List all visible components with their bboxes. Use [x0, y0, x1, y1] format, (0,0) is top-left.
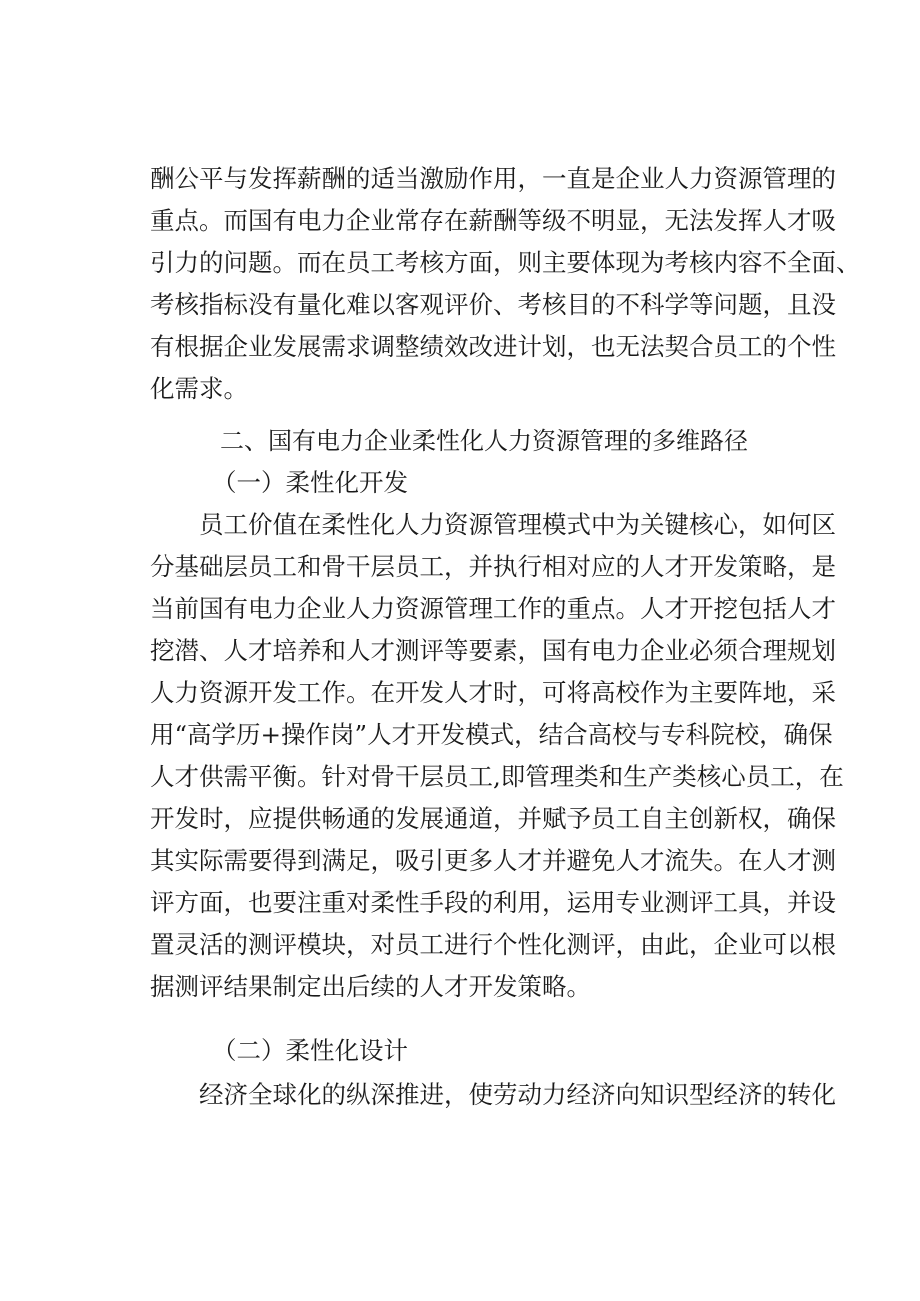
- paragraph-3-line-1: 经济全球化的纵深推进，使劳动力经济向知识型经济的转化: [199, 1080, 836, 1109]
- paragraph-2-line-12: 据测评结果制定出后续的人才开发策略。: [150, 972, 591, 1001]
- paragraph-1-line-2: 重点。而国有电力企业常存在薪酬等级不明显，无法发挥人才吸: [150, 206, 836, 235]
- paragraph-2-line-7: 人才供需平衡。针对骨干层员工,即管理类和生产类核心员工，在: [150, 762, 844, 791]
- paragraph-1-line-6: 化需求。: [150, 374, 248, 403]
- paragraph-1-line-1: 酬公平与发挥薪酬的适当激励作用，一直是企业人力资源管理的: [150, 164, 836, 193]
- paragraph-2-line-9: 其实际需要得到满足，吸引更多人才并避免人才流失。在人才测: [150, 846, 836, 875]
- paragraph-2-line-3: 当前国有电力企业人力资源管理工作的重点。人才开挖包括人才: [150, 594, 836, 623]
- section-heading: 二、国有电力企业柔性化人力资源管理的多维路径: [220, 427, 748, 455]
- paragraph-1-line-4: 考核指标没有量化难以客观评价、考核目的不科学等问题，且没: [150, 290, 836, 319]
- paragraph-2-line-1: 员工价值在柔性化人力资源管理模式中为关键核心，如何区: [199, 510, 836, 539]
- paragraph-1-line-5: 有根据企业发展需求调整绩效改进计划，也无法契合员工的个性: [150, 332, 836, 361]
- paragraph-2-line-5: 人力资源开发工作。在开发人才时，可将高校作为主要阵地，采: [150, 678, 836, 707]
- paragraph-2-line-11: 置灵活的测评模块，对员工进行个性化测评，由此，企业可以根: [150, 930, 836, 959]
- paragraph-2-line-8: 开发时，应提供畅通的发展通道，并赋予员工自主创新权，确保: [150, 804, 836, 833]
- paragraph-2-line-4: 挖潜、人才培养和人才测评等要素，国有电力企业必须合理规划: [150, 636, 836, 665]
- paragraph-2-line-2: 分基础层员工和骨干层员工，并执行相对应的人才开发策略，是: [150, 552, 836, 581]
- paragraph-2-line-6: 用“高学历+操作岗”人才开发模式，结合高校与专科院校，确保: [150, 720, 833, 749]
- paragraph-2-line-10: 评方面，也要注重对柔性手段的利用，运用专业测评工具，并设: [150, 888, 836, 917]
- subsection-2-heading: （二）柔性化设计: [212, 1036, 408, 1065]
- paragraph-1-line-3: 引力的问题。而在员工考核方面，则主要体现为考核内容不全面、: [150, 248, 861, 277]
- subsection-1-heading: （一）柔性化开发: [212, 468, 408, 497]
